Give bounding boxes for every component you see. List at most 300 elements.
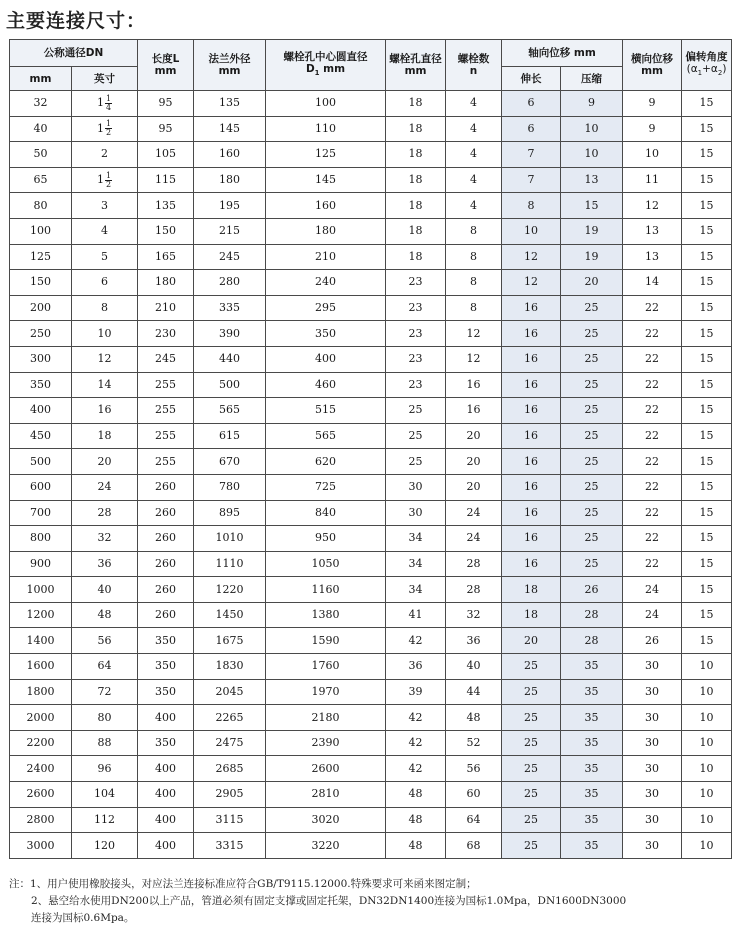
cell-length: 105 (138, 142, 194, 168)
cell-flange-od: 2905 (194, 782, 266, 808)
cell-lateral: 24 (623, 577, 682, 603)
cell-dn-mm: 600 (10, 474, 72, 500)
cell-angle: 15 (682, 423, 732, 449)
cell-length: 135 (138, 193, 194, 219)
cell-bolt-hole: 18 (386, 193, 446, 219)
header-dn-inch: 英寸 (72, 67, 138, 91)
table-row (10, 346, 732, 372)
cell-bolt-count: 40 (446, 654, 502, 680)
cell-dn-mm: 1200 (10, 602, 72, 628)
cell-bolt-count: 8 (446, 244, 502, 270)
cell-axial-extension: 16 (502, 449, 561, 475)
cell-flange-od: 160 (194, 142, 266, 168)
cell-dn-inch: 40 (72, 577, 138, 603)
cell-angle: 15 (682, 551, 732, 577)
cell-bolt-circle: 240 (266, 270, 386, 296)
table-row (10, 142, 732, 168)
cell-angle: 10 (682, 730, 732, 756)
cell-axial-compression: 20 (561, 270, 623, 296)
cell-dn-inch: 14 (72, 372, 138, 398)
table-row (10, 218, 732, 244)
cell-bolt-hole: 23 (386, 372, 446, 398)
cell-bolt-circle: 725 (266, 474, 386, 500)
cell-lateral: 14 (623, 270, 682, 296)
cell-angle: 15 (682, 91, 732, 117)
cell-dn-mm: 900 (10, 551, 72, 577)
header-bolt-hole: 螺栓孔直径 mm (386, 40, 446, 91)
cell-flange-od: 565 (194, 398, 266, 424)
cell-axial-compression: 28 (561, 628, 623, 654)
table-row (10, 705, 732, 731)
cell-bolt-count: 64 (446, 807, 502, 833)
header-row-1 (10, 40, 732, 67)
cell-bolt-hole: 34 (386, 526, 446, 552)
cell-lateral: 30 (623, 807, 682, 833)
cell-flange-od: 895 (194, 500, 266, 526)
cell-flange-od: 195 (194, 193, 266, 219)
cell-axial-extension: 16 (502, 474, 561, 500)
cell-axial-compression: 26 (561, 577, 623, 603)
cell-dn-inch: 48 (72, 602, 138, 628)
cell-bolt-hole: 42 (386, 730, 446, 756)
cell-dn-inch: 36 (72, 551, 138, 577)
table-row (10, 654, 732, 680)
cell-dn-mm: 250 (10, 321, 72, 347)
cell-bolt-count: 60 (446, 782, 502, 808)
cell-bolt-count: 4 (446, 193, 502, 219)
table-row (10, 526, 732, 552)
cell-dn-inch: 96 (72, 756, 138, 782)
cell-bolt-circle: 460 (266, 372, 386, 398)
cell-lateral: 22 (623, 500, 682, 526)
cell-bolt-count: 16 (446, 398, 502, 424)
table-row (10, 295, 732, 321)
cell-axial-extension: 16 (502, 346, 561, 372)
cell-bolt-count: 4 (446, 142, 502, 168)
cell-bolt-circle: 620 (266, 449, 386, 475)
cell-bolt-circle: 1590 (266, 628, 386, 654)
cell-dn-mm: 400 (10, 398, 72, 424)
cell-flange-od: 1675 (194, 628, 266, 654)
cell-flange-od: 1220 (194, 577, 266, 603)
header-bolt-circle: 螺栓孔中心圆直径 $D_1$ mm (266, 40, 386, 91)
cell-lateral: 13 (623, 218, 682, 244)
cell-bolt-count: 4 (446, 116, 502, 142)
cell-bolt-count: 4 (446, 167, 502, 193)
header-axial-extension: 伸长 (502, 67, 561, 91)
cell-dn-inch: 104 (72, 782, 138, 808)
cell-length: 180 (138, 270, 194, 296)
cell-bolt-circle: 400 (266, 346, 386, 372)
cell-axial-extension: 12 (502, 270, 561, 296)
cell-angle: 10 (682, 679, 732, 705)
cell-bolt-count: 8 (446, 270, 502, 296)
cell-dn-mm: 1000 (10, 577, 72, 603)
cell-bolt-circle: 210 (266, 244, 386, 270)
cell-dn-inch: 8 (72, 295, 138, 321)
cell-length: 350 (138, 654, 194, 680)
cell-lateral: 22 (623, 449, 682, 475)
cell-dn-inch: 18 (72, 423, 138, 449)
fraction: 1 1 4 (96, 93, 112, 112)
cell-axial-extension: 25 (502, 679, 561, 705)
cell-length: 245 (138, 346, 194, 372)
cell-axial-extension: 7 (502, 167, 561, 193)
cell-lateral: 22 (623, 526, 682, 552)
cell-bolt-hole: 23 (386, 295, 446, 321)
cell-length: 400 (138, 756, 194, 782)
cell-axial-compression: 25 (561, 372, 623, 398)
cell-axial-compression: 25 (561, 551, 623, 577)
cell-angle: 15 (682, 295, 732, 321)
cell-dn-inch: 72 (72, 679, 138, 705)
cell-length: 255 (138, 423, 194, 449)
cell-dn-inch: 12 (72, 346, 138, 372)
cell-lateral: 30 (623, 705, 682, 731)
cell-length: 260 (138, 602, 194, 628)
cell-bolt-circle: 2390 (266, 730, 386, 756)
note-1: 注：1、用户使用橡胶接头，对应法兰连接标准应符合GB/T9115.12000.特殊要求可来函来图定制； (9, 878, 477, 890)
cell-length: 400 (138, 782, 194, 808)
cell-bolt-circle: 110 (266, 116, 386, 142)
header-dn-mm: mm (10, 67, 72, 91)
header-axial-compression: 压缩 (561, 67, 623, 91)
page-title: 主要连接尺寸： (6, 10, 147, 32)
table-body (10, 91, 732, 859)
cell-bolt-circle: 180 (266, 218, 386, 244)
cell-length: 115 (138, 167, 194, 193)
table-row (10, 423, 732, 449)
cell-length: 260 (138, 526, 194, 552)
cell-angle: 15 (682, 346, 732, 372)
cell-bolt-hole: 30 (386, 474, 446, 500)
cell-angle: 15 (682, 449, 732, 475)
cell-bolt-hole: 23 (386, 321, 446, 347)
notes (9, 876, 731, 927)
header-lateral: 横向位移 mm (623, 40, 682, 91)
table-row (10, 679, 732, 705)
cell-lateral: 22 (623, 346, 682, 372)
cell-dn-inch: 5 (72, 244, 138, 270)
table-row (10, 577, 732, 603)
cell-flange-od: 390 (194, 321, 266, 347)
cell-bolt-circle: 2600 (266, 756, 386, 782)
cell-angle: 15 (682, 628, 732, 654)
table-row (10, 116, 732, 142)
cell-dn-mm: 350 (10, 372, 72, 398)
cell-axial-extension: 6 (502, 116, 561, 142)
cell-bolt-hole: 34 (386, 551, 446, 577)
cell-axial-extension: 16 (502, 398, 561, 424)
cell-length: 350 (138, 679, 194, 705)
table-row (10, 449, 732, 475)
cell-angle: 15 (682, 372, 732, 398)
cell-lateral: 30 (623, 654, 682, 680)
cell-bolt-circle: 1050 (266, 551, 386, 577)
cell-axial-compression: 25 (561, 398, 623, 424)
cell-axial-compression: 35 (561, 705, 623, 731)
cell-axial-compression: 25 (561, 449, 623, 475)
cell-bolt-hole: 34 (386, 577, 446, 603)
cell-axial-compression: 25 (561, 321, 623, 347)
cell-flange-od: 135 (194, 91, 266, 117)
cell-bolt-hole: 25 (386, 449, 446, 475)
table-row (10, 91, 732, 117)
cell-flange-od: 280 (194, 270, 266, 296)
cell-lateral: 26 (623, 628, 682, 654)
cell-dn-mm: 1800 (10, 679, 72, 705)
cell-lateral: 13 (623, 244, 682, 270)
table-row (10, 551, 732, 577)
cell-axial-extension: 16 (502, 295, 561, 321)
table-row (10, 244, 732, 270)
cell-lateral: 30 (623, 679, 682, 705)
cell-bolt-hole: 48 (386, 833, 446, 859)
cell-axial-compression: 10 (561, 116, 623, 142)
table-row (10, 474, 732, 500)
cell-bolt-hole: 36 (386, 654, 446, 680)
cell-dn-inch (72, 116, 138, 142)
cell-bolt-circle: 160 (266, 193, 386, 219)
cell-length: 260 (138, 577, 194, 603)
cell-length: 230 (138, 321, 194, 347)
cell-dn-inch: 56 (72, 628, 138, 654)
cell-lateral: 11 (623, 167, 682, 193)
cell-dn-inch: 4 (72, 218, 138, 244)
cell-bolt-hole: 25 (386, 398, 446, 424)
cell-dn-inch: 16 (72, 398, 138, 424)
cell-dn-inch: 88 (72, 730, 138, 756)
cell-bolt-count: 32 (446, 602, 502, 628)
cell-dn-mm: 2200 (10, 730, 72, 756)
header-dn: 公称通径DN (10, 40, 138, 67)
table-row (10, 807, 732, 833)
note-2-continued: 连接为国标0.6Mpa。 (31, 912, 135, 924)
cell-bolt-circle: 145 (266, 167, 386, 193)
cell-angle: 10 (682, 833, 732, 859)
cell-bolt-circle: 350 (266, 321, 386, 347)
cell-lateral: 22 (623, 423, 682, 449)
cell-axial-compression: 35 (561, 756, 623, 782)
cell-axial-compression: 35 (561, 807, 623, 833)
cell-bolt-hole: 25 (386, 423, 446, 449)
cell-length: 210 (138, 295, 194, 321)
cell-flange-od: 2475 (194, 730, 266, 756)
cell-lateral: 10 (623, 142, 682, 168)
cell-axial-extension: 25 (502, 654, 561, 680)
cell-dn-inch: 20 (72, 449, 138, 475)
cell-angle: 15 (682, 244, 732, 270)
cell-flange-od: 500 (194, 372, 266, 398)
table-row (10, 270, 732, 296)
cell-bolt-count: 12 (446, 346, 502, 372)
cell-bolt-circle: 840 (266, 500, 386, 526)
cell-angle: 15 (682, 193, 732, 219)
cell-flange-od: 145 (194, 116, 266, 142)
cell-axial-extension: 25 (502, 756, 561, 782)
cell-lateral: 30 (623, 833, 682, 859)
cell-lateral: 30 (623, 756, 682, 782)
cell-axial-compression: 15 (561, 193, 623, 219)
cell-bolt-circle: 2810 (266, 782, 386, 808)
cell-bolt-count: 56 (446, 756, 502, 782)
cell-lateral: 30 (623, 782, 682, 808)
cell-axial-compression: 28 (561, 602, 623, 628)
header-angle: 偏转角度 $(\alpha_1+\alpha_2)$ (682, 40, 732, 91)
note-2: 2、悬空给水使用DN200以上产品，管道必须有固定支撑或固定托架，DN32DN1400连接为国标1.0Mpa，DN1600DN3000 (31, 895, 627, 907)
cell-dn-mm: 65 (10, 167, 72, 193)
cell-bolt-hole: 42 (386, 628, 446, 654)
cell-dn-mm: 450 (10, 423, 72, 449)
cell-dn-inch: 10 (72, 321, 138, 347)
cell-angle: 15 (682, 321, 732, 347)
table-row (10, 398, 732, 424)
cell-dn-mm: 200 (10, 295, 72, 321)
cell-axial-extension: 25 (502, 833, 561, 859)
cell-bolt-count: 44 (446, 679, 502, 705)
cell-bolt-circle: 1970 (266, 679, 386, 705)
connection-dimension-table (9, 39, 732, 859)
cell-dn-mm: 40 (10, 116, 72, 142)
cell-lateral: 9 (623, 116, 682, 142)
cell-axial-extension: 7 (502, 142, 561, 168)
cell-angle: 15 (682, 116, 732, 142)
cell-bolt-hole: 23 (386, 270, 446, 296)
cell-lateral: 22 (623, 398, 682, 424)
cell-flange-od: 440 (194, 346, 266, 372)
cell-bolt-count: 52 (446, 730, 502, 756)
cell-bolt-circle: 1380 (266, 602, 386, 628)
cell-axial-extension: 10 (502, 218, 561, 244)
cell-dn-mm: 100 (10, 218, 72, 244)
cell-angle: 10 (682, 782, 732, 808)
cell-axial-compression: 13 (561, 167, 623, 193)
cell-bolt-circle: 565 (266, 423, 386, 449)
cell-flange-od: 245 (194, 244, 266, 270)
fraction: 1 1 2 (96, 119, 112, 138)
cell-dn-inch: 112 (72, 807, 138, 833)
cell-dn-mm: 125 (10, 244, 72, 270)
cell-flange-od: 670 (194, 449, 266, 475)
cell-dn-mm: 80 (10, 193, 72, 219)
cell-dn-inch (72, 167, 138, 193)
cell-axial-compression: 25 (561, 500, 623, 526)
cell-axial-extension: 18 (502, 577, 561, 603)
cell-lateral: 22 (623, 321, 682, 347)
cell-flange-od: 3115 (194, 807, 266, 833)
cell-flange-od: 1010 (194, 526, 266, 552)
table-row (10, 782, 732, 808)
cell-length: 400 (138, 833, 194, 859)
table-row (10, 602, 732, 628)
cell-lateral: 24 (623, 602, 682, 628)
cell-bolt-count: 28 (446, 551, 502, 577)
cell-bolt-count: 20 (446, 449, 502, 475)
cell-bolt-count: 36 (446, 628, 502, 654)
cell-axial-extension: 25 (502, 807, 561, 833)
cell-bolt-circle: 950 (266, 526, 386, 552)
cell-lateral: 12 (623, 193, 682, 219)
cell-axial-compression: 35 (561, 654, 623, 680)
cell-angle: 15 (682, 474, 732, 500)
cell-bolt-hole: 30 (386, 500, 446, 526)
cell-length: 260 (138, 500, 194, 526)
cell-dn-mm: 2000 (10, 705, 72, 731)
cell-dn-mm: 2400 (10, 756, 72, 782)
cell-bolt-hole: 18 (386, 116, 446, 142)
cell-flange-od: 1110 (194, 551, 266, 577)
cell-length: 400 (138, 705, 194, 731)
cell-bolt-count: 4 (446, 91, 502, 117)
cell-length: 350 (138, 628, 194, 654)
cell-lateral: 9 (623, 91, 682, 117)
cell-axial-compression: 35 (561, 679, 623, 705)
cell-bolt-count: 8 (446, 218, 502, 244)
header-flange-od: 法兰外径 mm (194, 40, 266, 91)
table-row (10, 833, 732, 859)
table-row (10, 628, 732, 654)
table-row (10, 193, 732, 219)
header-bolt-count: 螺栓数 n (446, 40, 502, 91)
cell-dn-mm: 150 (10, 270, 72, 296)
cell-dn-mm: 1600 (10, 654, 72, 680)
cell-axial-extension: 16 (502, 526, 561, 552)
cell-angle: 15 (682, 270, 732, 296)
cell-angle: 15 (682, 602, 732, 628)
cell-flange-od: 335 (194, 295, 266, 321)
cell-lateral: 22 (623, 372, 682, 398)
table-row (10, 321, 732, 347)
cell-bolt-hole: 48 (386, 807, 446, 833)
cell-dn-inch: 28 (72, 500, 138, 526)
cell-bolt-count: 16 (446, 372, 502, 398)
cell-angle: 15 (682, 167, 732, 193)
cell-dn-mm: 32 (10, 91, 72, 117)
cell-axial-compression: 10 (561, 142, 623, 168)
cell-axial-extension: 16 (502, 423, 561, 449)
cell-bolt-count: 68 (446, 833, 502, 859)
cell-flange-od: 780 (194, 474, 266, 500)
cell-dn-inch: 80 (72, 705, 138, 731)
cell-bolt-hole: 18 (386, 142, 446, 168)
cell-axial-extension: 25 (502, 730, 561, 756)
cell-bolt-circle: 3020 (266, 807, 386, 833)
header-axial: 轴向位移 mm (502, 40, 623, 67)
cell-dn-mm: 1400 (10, 628, 72, 654)
cell-axial-extension: 16 (502, 500, 561, 526)
cell-axial-compression: 25 (561, 295, 623, 321)
cell-length: 165 (138, 244, 194, 270)
cell-axial-extension: 25 (502, 705, 561, 731)
cell-bolt-count: 8 (446, 295, 502, 321)
cell-dn-inch: 3 (72, 193, 138, 219)
cell-axial-extension: 18 (502, 602, 561, 628)
header-length: 长度L mm (138, 40, 194, 91)
cell-flange-od: 2265 (194, 705, 266, 731)
cell-flange-od: 1830 (194, 654, 266, 680)
cell-dn-inch: 32 (72, 526, 138, 552)
cell-dn-mm: 3000 (10, 833, 72, 859)
cell-axial-compression: 25 (561, 423, 623, 449)
cell-axial-extension: 20 (502, 628, 561, 654)
cell-angle: 10 (682, 807, 732, 833)
cell-angle: 15 (682, 398, 732, 424)
cell-lateral: 22 (623, 551, 682, 577)
cell-angle: 15 (682, 218, 732, 244)
cell-dn-mm: 2800 (10, 807, 72, 833)
cell-bolt-circle: 3220 (266, 833, 386, 859)
cell-length: 255 (138, 449, 194, 475)
